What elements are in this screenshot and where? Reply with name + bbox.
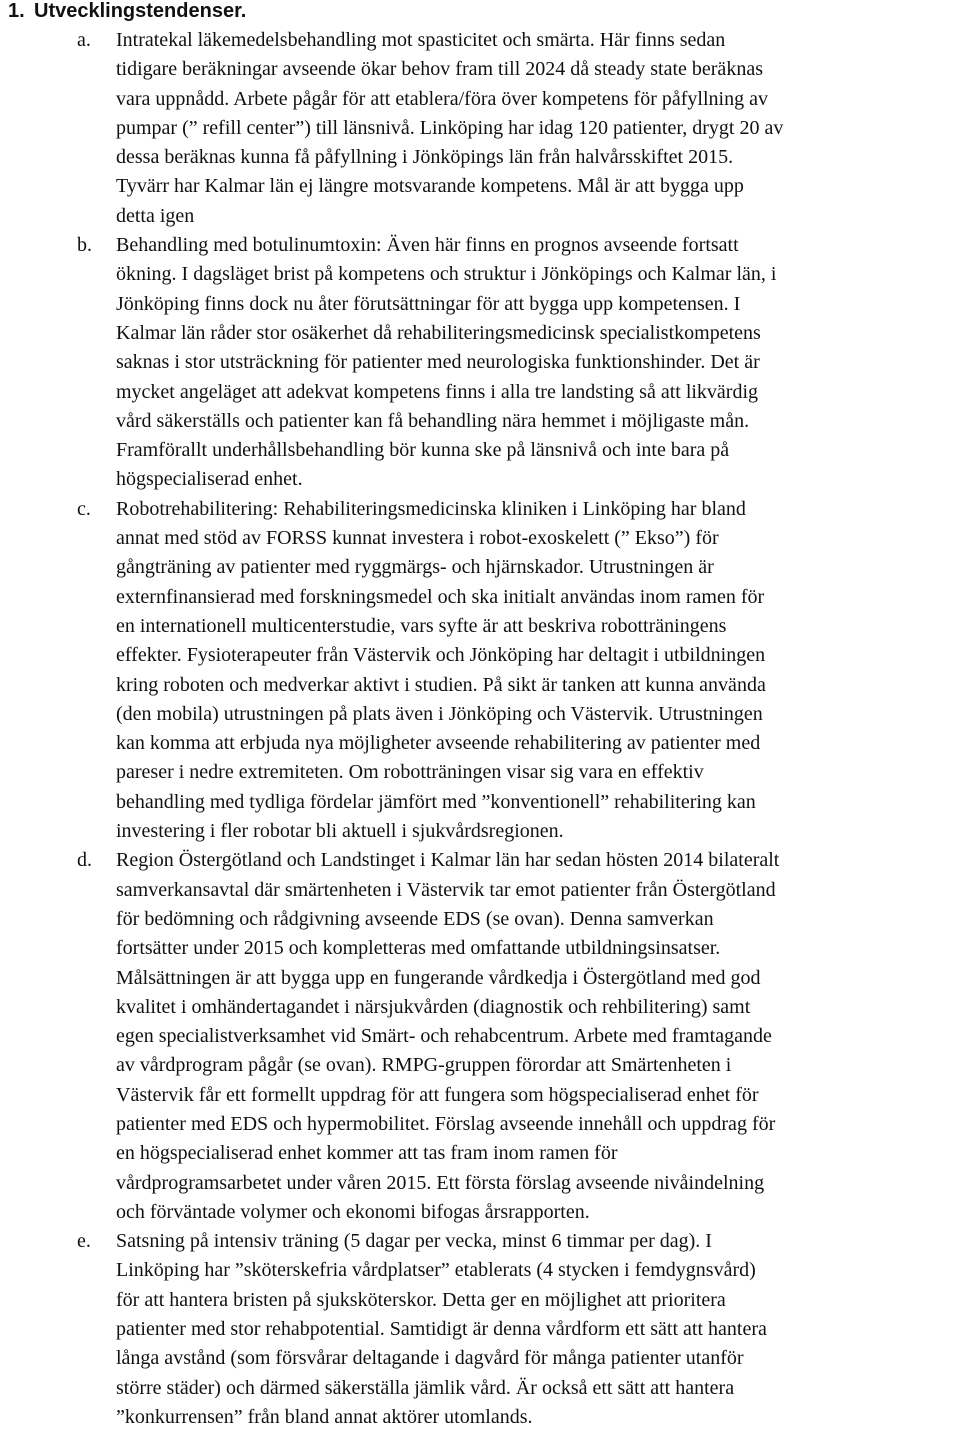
text-line: större städer) och därmed säkerställa jämlik vård. Är också ett sätt att hantera bbox=[116, 1376, 735, 1399]
item-letter: e. bbox=[77, 1230, 91, 1253]
text-line: Målsättningen är att bygga upp en fungerande vårdkedja i Östergötland med god bbox=[116, 966, 761, 989]
text-line: dessa beräknas kunna få påfyllning i Jönköpings län från halvårsskiftet 2015. bbox=[116, 146, 734, 169]
text-line: för att hantera bristen på sjuksköterskor. Detta ger en möjlighet att prioritera bbox=[116, 1288, 726, 1311]
text-line: en högspecialiserad enhet kommer att tas fram inom ramen för bbox=[116, 1142, 618, 1165]
list-item-a bbox=[0, 26, 960, 231]
text-line: gångträning av patienter med ryggmärgs- och hjärnskador. Utrustningen är bbox=[116, 556, 714, 579]
text-line: vårdprogramsarbetet under våren 2015. Ett första förslag avseende nivåindelning bbox=[116, 1171, 765, 1194]
text-line: annat med stöd av FORSS kunnat investera i robot-exoskelett (” Ekso”) för bbox=[116, 527, 719, 550]
text-line: pumpar (” refill center”) till länsnivå. Linköping har idag 120 patienter, drygt 20 av bbox=[116, 116, 784, 139]
text-line: tidigare beräkningar avseende ökar behov fram till 2024 då steady state beräknas bbox=[116, 58, 763, 81]
text-line: Jönköping finns dock nu åter förutsättningar för att bygga upp kompetensen. I bbox=[116, 292, 741, 315]
text-line: externfinansierad med forskningsmedel och ska initialt användas inom ramen för bbox=[116, 585, 765, 608]
text-line: (den mobila) utrustningen på plats även i Jönköping och Västervik. Utrustningen bbox=[116, 702, 763, 725]
item-list bbox=[0, 26, 960, 1432]
text-line: patienter med stor rehabpotential. Samtidigt är denna vårdform ett sätt att hantera bbox=[116, 1318, 767, 1341]
text-line: Kalmar län råder stor osäkerhet då rehabiliteringsmedicinsk specialistkompetens bbox=[116, 321, 761, 344]
text-line: vara uppnådd. Arbete pågår för att etablera/föra över kompetens för påfyllning av bbox=[116, 87, 768, 110]
text-line: patienter med EDS och hypermobilitet. Förslag avseende innehåll och uppdrag för bbox=[116, 1112, 776, 1135]
text-line: effekter. Fysioterapeuter från Västervik och Jönköping har deltagit i utbildningen bbox=[116, 644, 766, 667]
text-line: detta igen bbox=[116, 204, 195, 227]
text-line: för bedömning och rådgivning avseende EDS (se ovan). Denna samverkan bbox=[116, 907, 714, 930]
list-item-c bbox=[0, 495, 960, 847]
text-line: Linköping har ”sköterskefria vårdplatser” etablerats (4 stycken i femdygnsvård) bbox=[116, 1259, 756, 1282]
text-line: Västervik får ett formellt uppdrag för att fungera som högspecialiserad enhet för bbox=[116, 1083, 759, 1106]
list-item-d bbox=[0, 846, 960, 1227]
text-line: Robotrehabilitering: Rehabiliteringsmedicinska kliniken i Linköping har bland bbox=[116, 497, 746, 520]
text-line: investering i fler robotar bli aktuell i sjukvårdsregionen. bbox=[116, 820, 564, 843]
item-letter: d. bbox=[77, 849, 92, 872]
text-line: av vårdprogram pågår (se ovan). RMPG-gruppen förordar att Smärtenheten i bbox=[116, 1054, 732, 1077]
text-line: saknas i stor utsträckning för patienter med neurologiska funktionshinder. Det är bbox=[116, 351, 760, 374]
text-line: fortsätter under 2015 och kompletteras med omfattande utbildningsinsatser. bbox=[116, 937, 721, 960]
text-line: högspecialiserad enhet. bbox=[116, 468, 303, 491]
text-line: ”konkurrensen” från bland annat aktörer utomlands. bbox=[116, 1405, 533, 1428]
text-line: en internationell multicenterstudie, vars syfte är att beskriva robotträningens bbox=[116, 614, 727, 637]
text-line: långa avstånd (som försvårar deltagande i dagvård för många patienter utanför bbox=[116, 1347, 744, 1370]
text-line: Region Östergötland och Landstinget i Kalmar län har sedan hösten 2014 bilateralt bbox=[116, 849, 780, 872]
list-item-e bbox=[0, 1227, 960, 1432]
text-line: Tyvärr har Kalmar län ej längre motsvarande kompetens. Mål är att bygga upp bbox=[116, 175, 744, 198]
text-line: Behandling med botulinumtoxin: Även här finns en prognos avseende fortsatt bbox=[116, 234, 739, 257]
text-line: och förväntade volymer och ekonomi bifogas årsrapporten. bbox=[116, 1200, 590, 1223]
text-line: mycket angeläget att adekvat kompetens finns i alla tre landsting så att likvärdig bbox=[116, 380, 759, 403]
item-letter: b. bbox=[77, 234, 92, 257]
item-letter: a. bbox=[77, 29, 91, 51]
text-line: ökning. I dagsläget brist på kompetens och struktur i Jönköpings och Kalmar län, i bbox=[116, 263, 777, 286]
text-line: Satsning på intensiv träning (5 dagar per vecka, minst 6 timmar per dag). I bbox=[116, 1230, 712, 1253]
text-line: kan komma att erbjuda nya möjligheter avseende rehabilitering av patienter med bbox=[116, 732, 761, 755]
section-number: 1. bbox=[8, 0, 25, 22]
text-line: Framförallt underhållsbehandling bör kunna ske på länsnivå och inte bara på bbox=[116, 439, 730, 462]
list-item-b bbox=[0, 231, 960, 495]
text-line: behandling med tydliga fördelar jämfört med ”konventionell” rehabilitering kan bbox=[116, 790, 756, 813]
section-title: Utvecklingstendenser. bbox=[34, 0, 247, 22]
text-line: egen specialistverksamhet vid Smärt- och rehabcentrum. Arbete med framtagande bbox=[116, 1025, 772, 1048]
text-line: vård säkerställs och patienter kan få behandling nära hemmet i möjligaste mån. bbox=[116, 409, 750, 432]
text-line: Intratekal läkemedelsbehandling mot spasticitet och smärta. Här finns sedan bbox=[116, 29, 726, 51]
section-heading bbox=[8, 0, 246, 26]
text-line: pareser i nedre extremiteten. Om robotträningen visar sig vara en effektiv bbox=[116, 761, 704, 784]
item-letter: c. bbox=[77, 497, 91, 520]
text-line: kvalitet i omhändertagandet i närsjukvården (diagnostik och rehbilitering) samt bbox=[116, 995, 751, 1018]
text-line: kring roboten och medverkar aktivt i studien. På sikt är tanken att kunna använda bbox=[116, 673, 766, 696]
text-line: samverkansavtal där smärtenheten i Västervik tar emot patienter från Östergötland bbox=[116, 878, 776, 901]
